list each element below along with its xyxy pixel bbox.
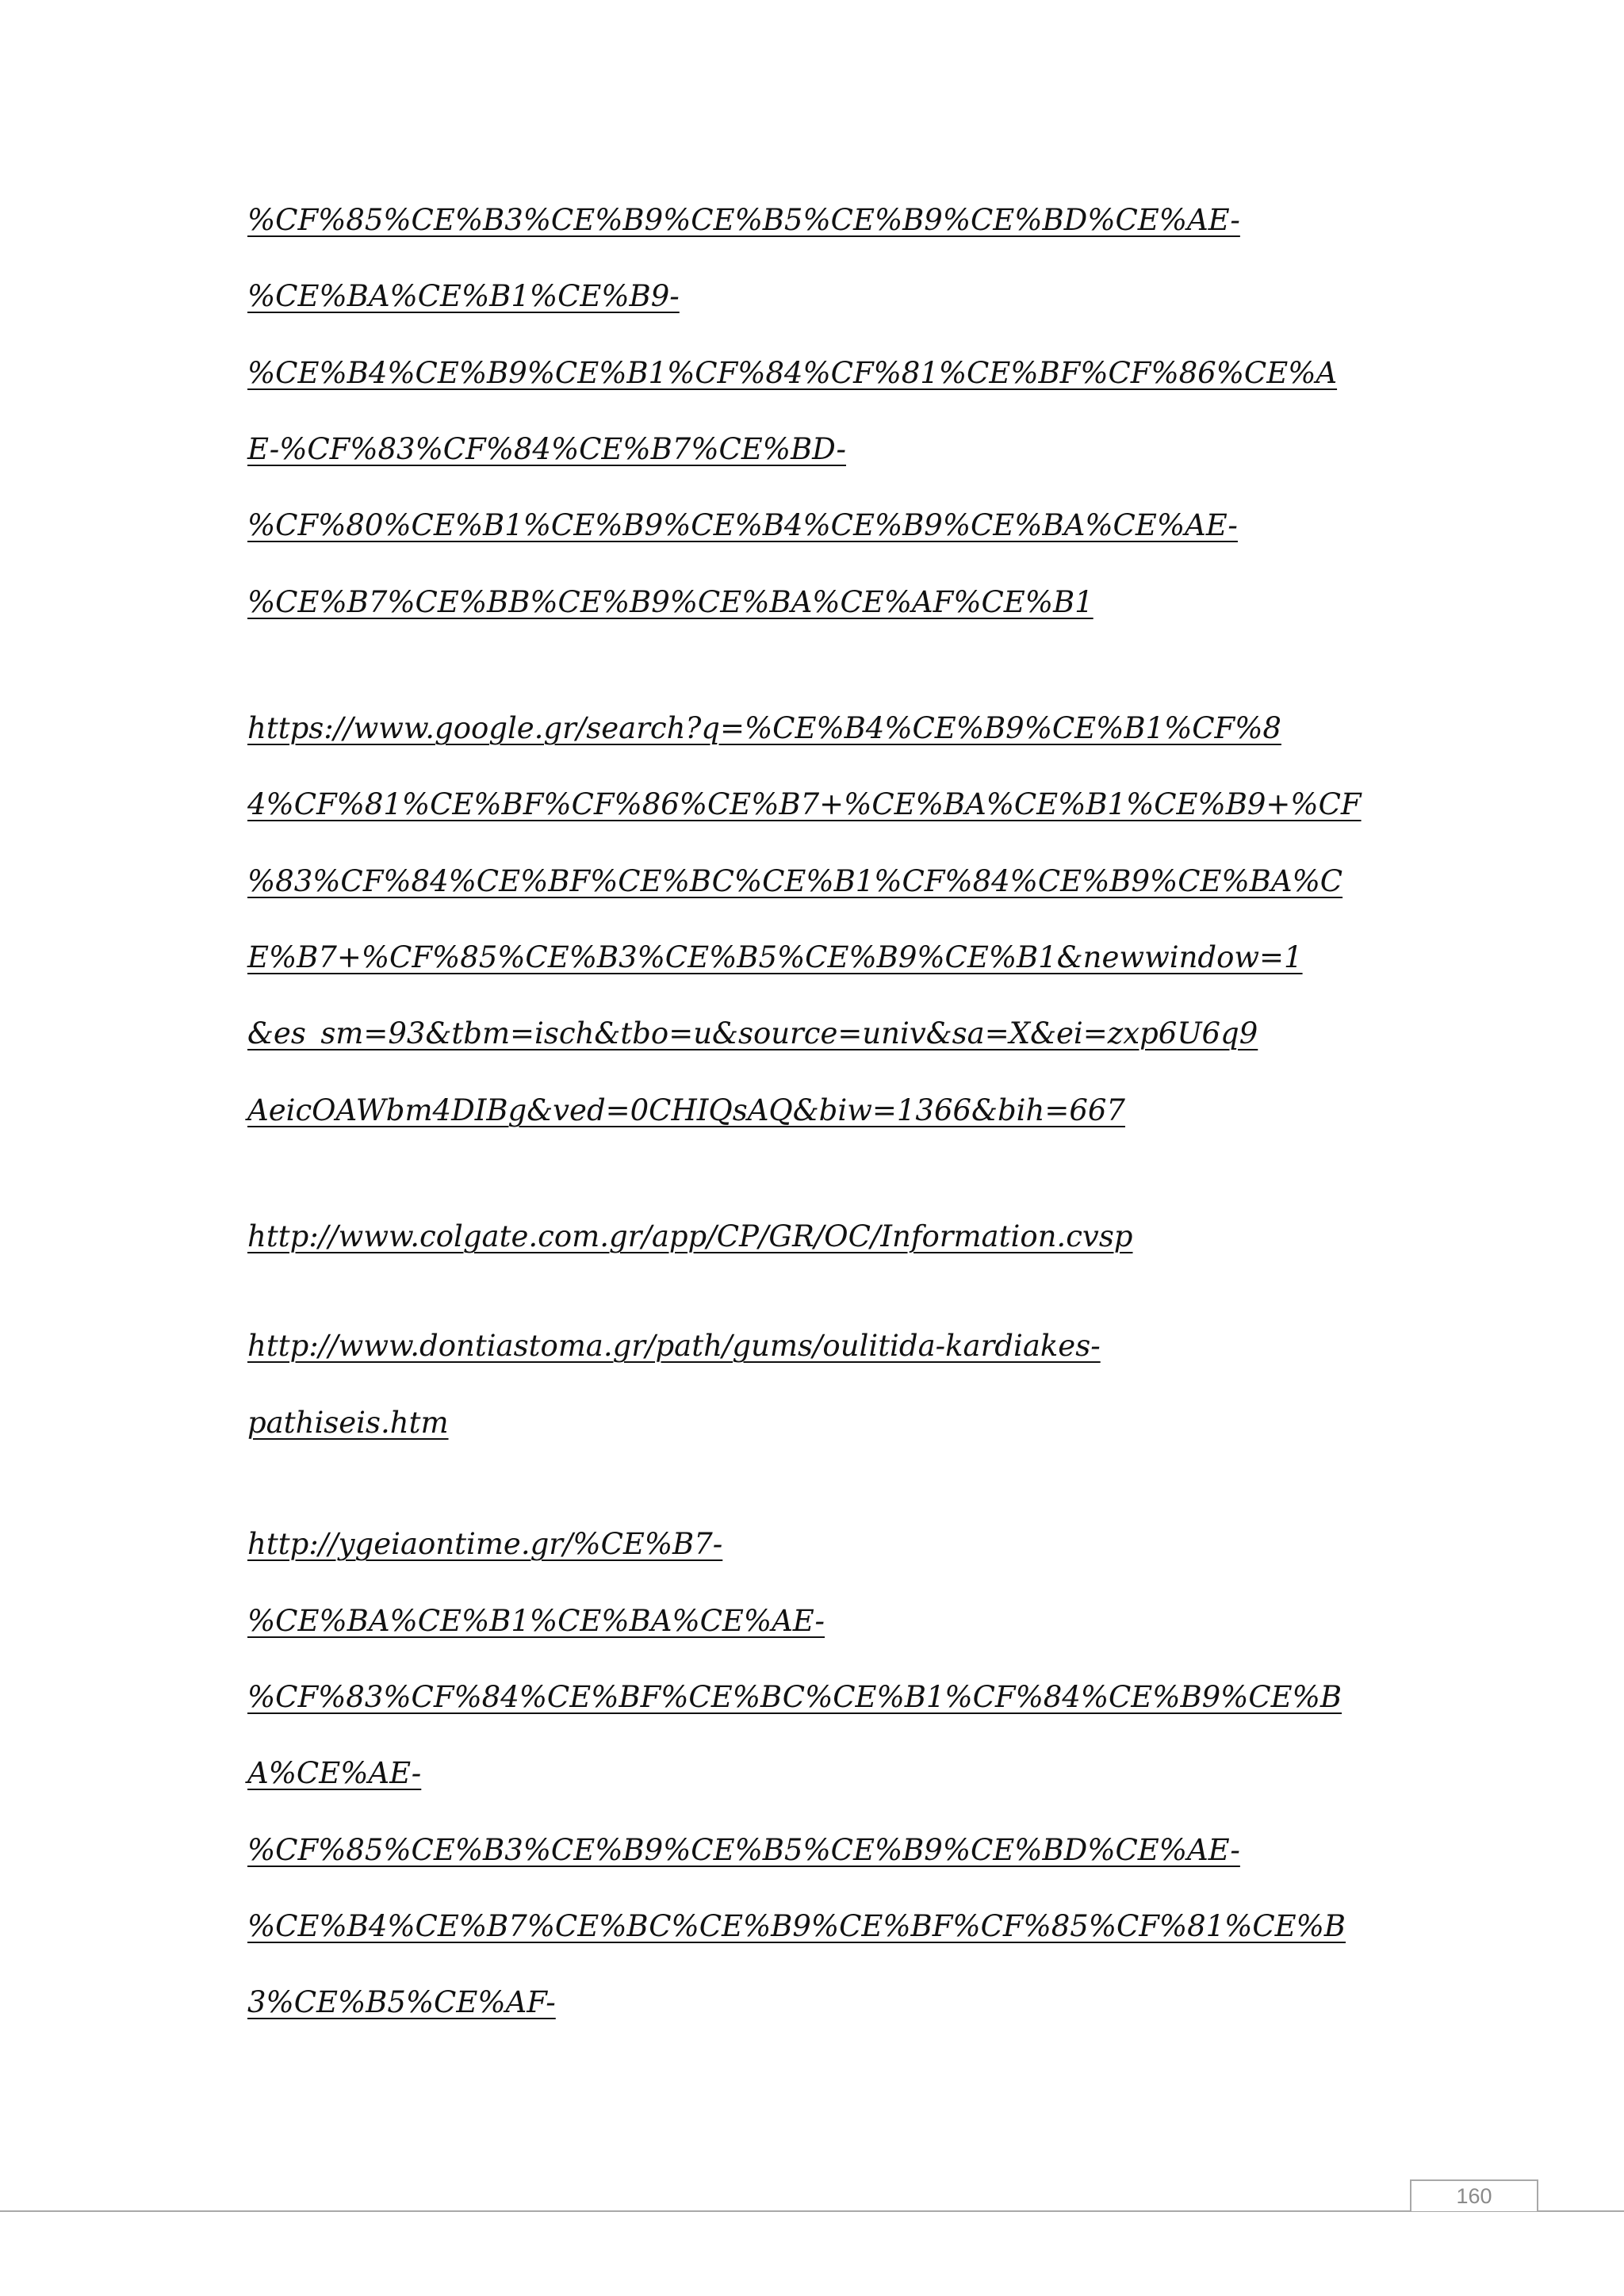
reference-link-line[interactable]: 4%CF%81%CE%BF%CF%86%CE%B7+%CE%BA%CE%B1%CE%B9+%CF [247, 787, 1362, 821]
reference-link-line[interactable]: %CF%80%CE%B1%CE%B9%CE%B4%CE%B9%CE%BA%CE%AE- [247, 508, 1238, 542]
reference-link-line[interactable]: %CF%85%CE%B3%CE%B9%CE%B5%CE%B9%CE%BD%CE%AE- [247, 1833, 1240, 1867]
reference-link-line[interactable]: %CF%83%CF%84%CE%BF%CE%BC%CE%B1%CF%84%CE%B9%CE%B [247, 1680, 1342, 1714]
reference-link-line[interactable]: pathiseis.htm [247, 1406, 449, 1440]
reference-link-line[interactable]: %CE%B7%CE%BB%CE%B9%CE%BA%CE%AF%CE%B1 [247, 585, 1094, 619]
reference-link-line[interactable]: &es_sm=93&tbm=isch&tbo=u&source=univ&sa=X&ei=zxp6U6q9 [247, 1016, 1258, 1050]
page-number: 160 [1410, 2179, 1538, 2211]
reference-link-line[interactable]: 3%CE%B5%CE%AF- [247, 1985, 556, 2019]
reference-link-line[interactable]: http://ygeiaontime.gr/%CE%B7- [247, 1527, 723, 1561]
reference-link-line[interactable]: %CE%B4%CE%B9%CE%B1%CF%84%CF%81%CE%BF%CF%86%CE%A [247, 356, 1338, 390]
reference-link-line[interactable]: E%B7+%CF%85%CE%B3%CE%B5%CE%B9%CE%B1&newwindow=1 [247, 940, 1303, 974]
footer-rule [0, 2210, 1624, 2212]
reference-link-line[interactable]: %CE%BA%CE%B1%CE%B9- [247, 279, 680, 313]
reference-link-line[interactable]: http://www.colgate.com.gr/app/CP/GR/OC/Information.cvsp [247, 1219, 1133, 1253]
reference-link-line[interactable]: A%CE%AE- [247, 1756, 422, 1790]
reference-link-line[interactable]: http://www.dontiastoma.gr/path/gums/oulitida-kardiakes- [247, 1329, 1101, 1363]
reference-link-line[interactable]: E-%CF%83%CF%84%CE%B7%CE%BD- [247, 432, 846, 466]
reference-link-line[interactable]: %CF%85%CE%B3%CE%B9%CE%B5%CE%B9%CE%BD%CE%AE- [247, 203, 1240, 237]
reference-link-line[interactable]: AeicOAWbm4DIBg&ved=0CHIQsAQ&biw=1366&bih=667 [247, 1093, 1125, 1127]
reference-link-line[interactable]: %CE%BA%CE%B1%CE%BA%CE%AE- [247, 1604, 825, 1638]
reference-link-line[interactable]: %CE%B4%CE%B7%CE%BC%CE%B9%CE%BF%CF%85%CF%81%CE%B [247, 1909, 1346, 1943]
reference-link-line[interactable]: %83%CF%84%CE%BF%CE%BC%CE%B1%CF%84%CE%B9%CE%BA%C [247, 864, 1343, 898]
reference-link-line[interactable]: https://www.google.gr/search?q=%CE%B4%CE%B9%CE%B1%CF%8 [247, 711, 1281, 745]
